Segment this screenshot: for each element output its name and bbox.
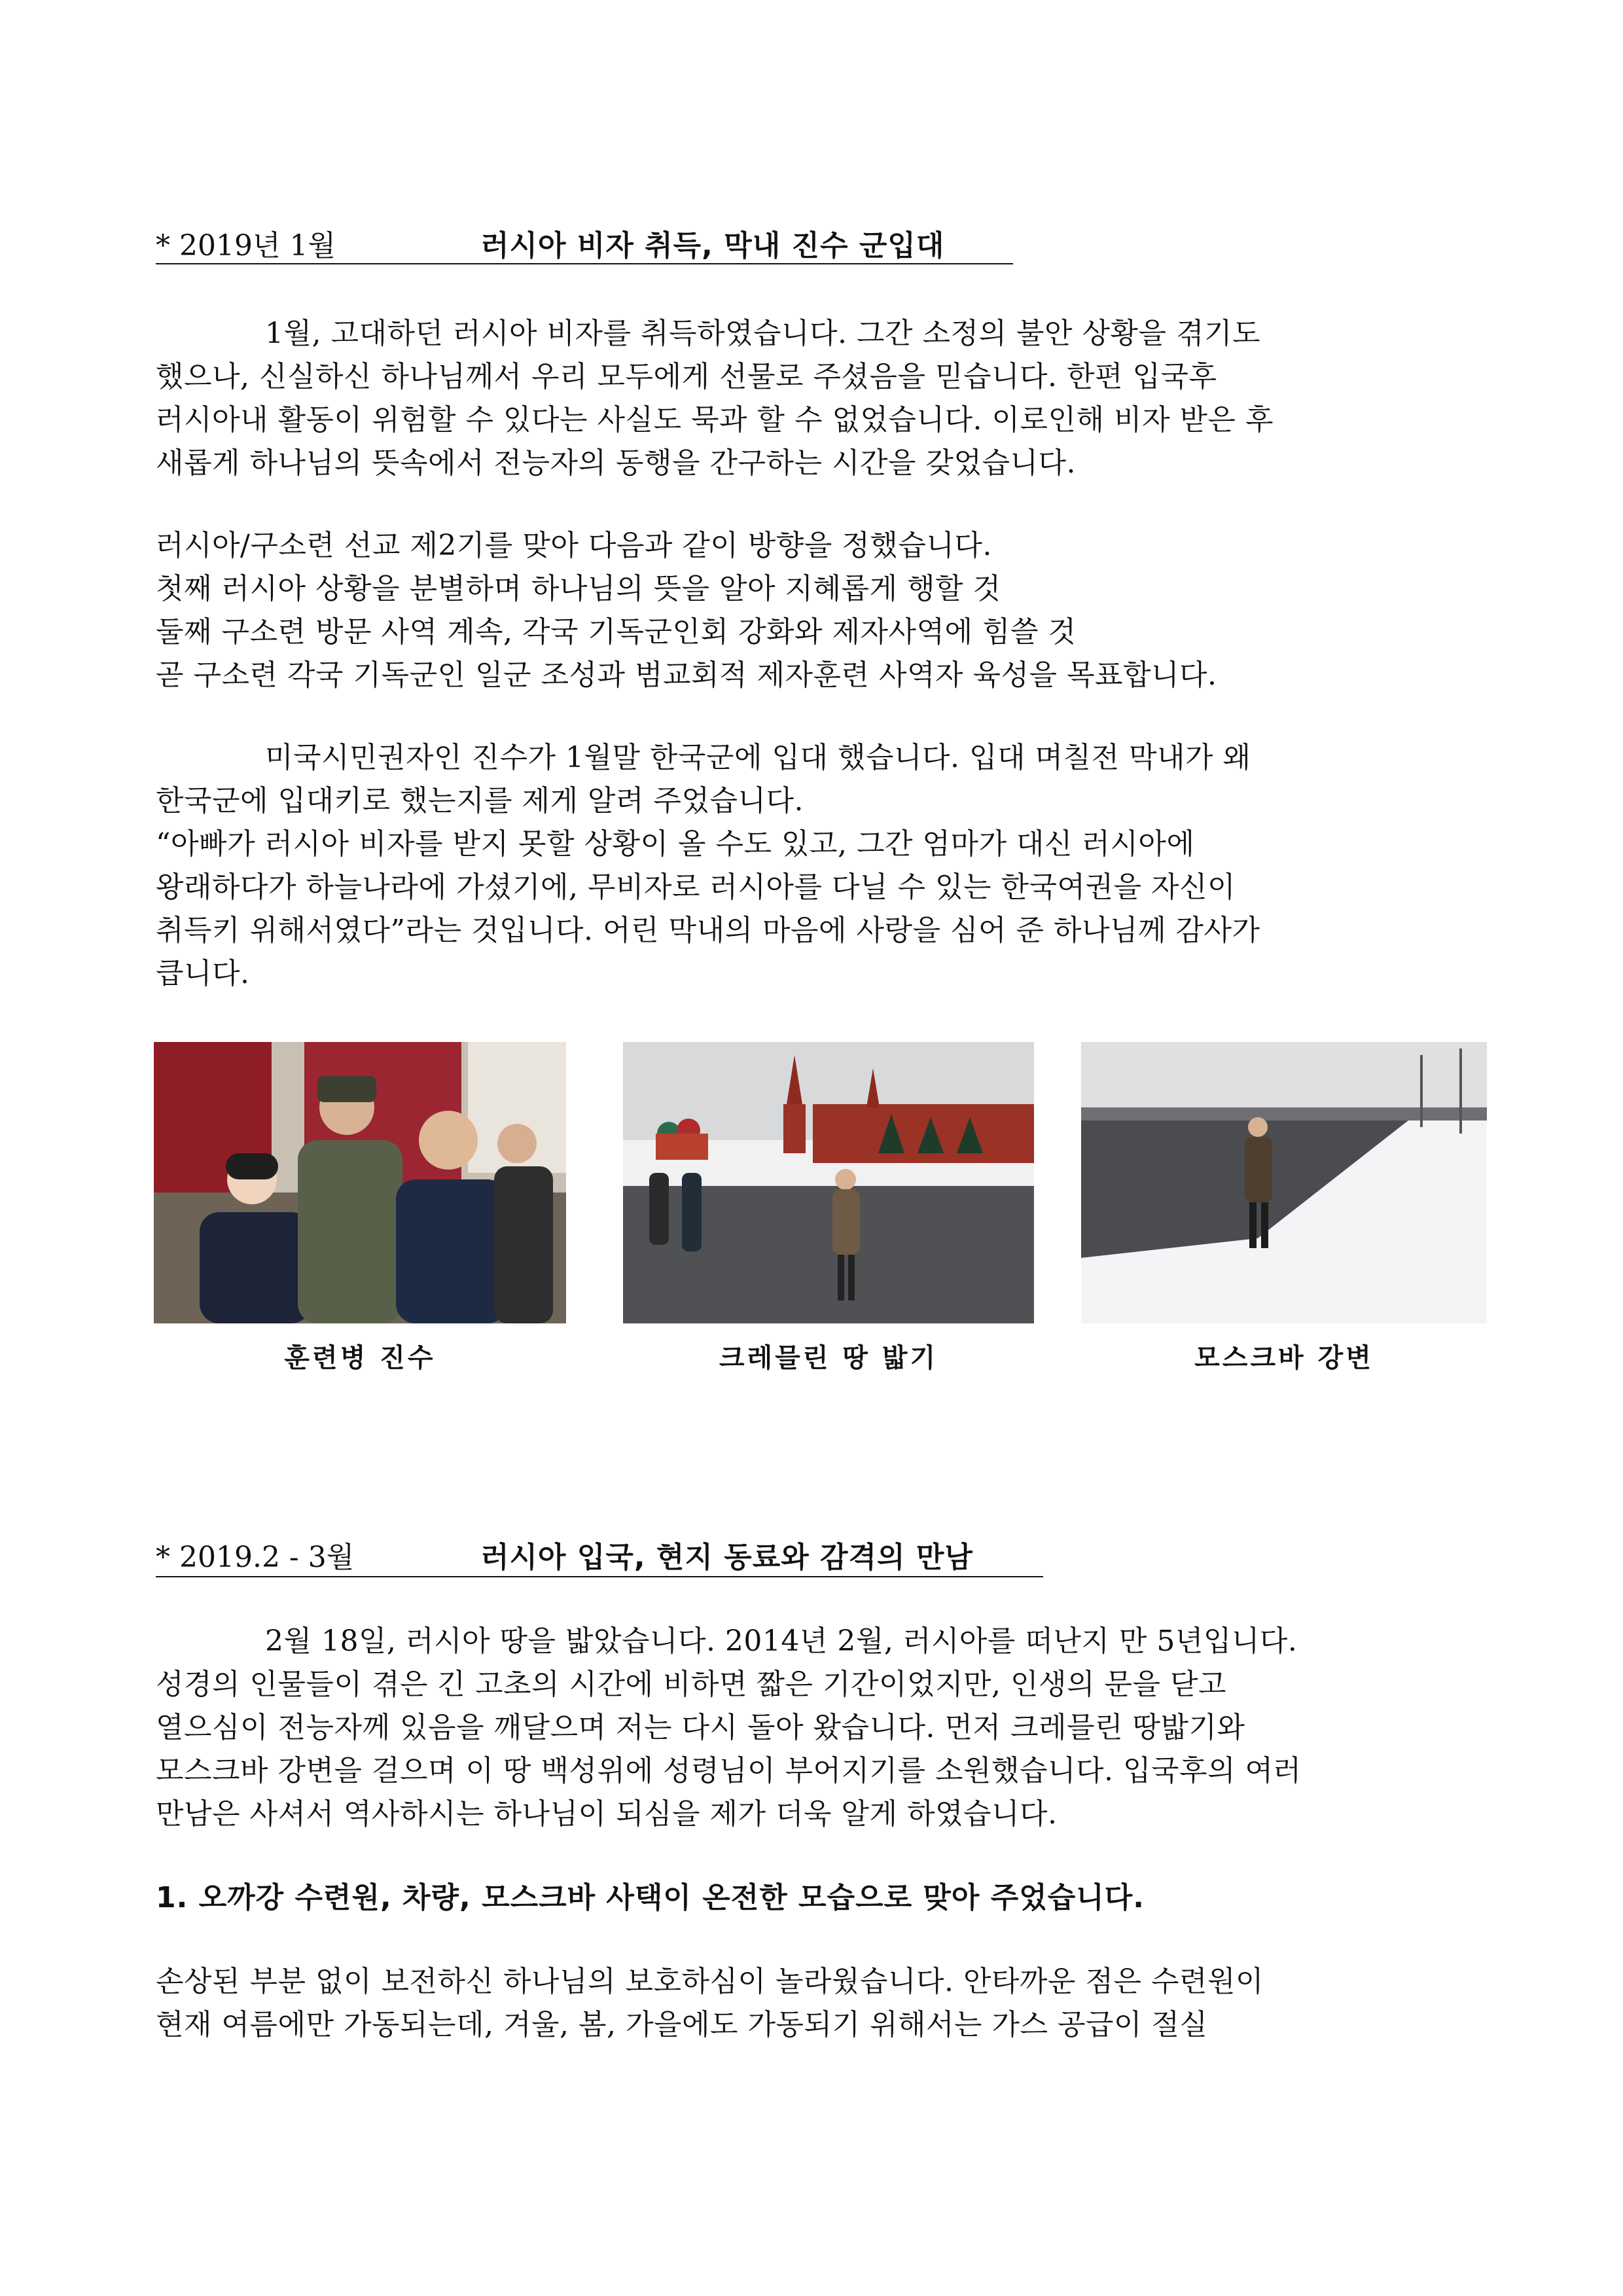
paragraph-line: 둘째 구소련 방문 사역 계속, 각국 기독군인회 강화와 제자사역에 힘쓸 것 xyxy=(156,615,1077,649)
paragraph-line: 왕래하다가 하늘나라에 가셨기에, 무비자로 러시아를 다닐 수 있는 한국여권을 자신이 xyxy=(156,870,1236,904)
paragraph-line: 취득키 위해서였다”라는 것입니다. 어린 막내의 마음에 사랑을 심어 준 하나님께 감사가 xyxy=(156,914,1260,947)
paragraph-line: 손상된 부분 없이 보전하신 하나님의 보호하심이 놀라웠습니다. 안타까운 점은 수련원이 xyxy=(156,1965,1264,1998)
paragraph-line: 한국군에 입대키로 했는지를 제게 알려 주었습니다. xyxy=(156,784,804,817)
paragraph-line: 만남은 사셔서 역사하시는 하나님이 되심을 제가 더욱 알게 하였습니다. xyxy=(156,1797,1058,1831)
paragraph-line: “아빠가 러시아 비자를 받지 못할 상황이 올 수도 있고, 그간 엄마가 대신 러시아에 xyxy=(156,827,1195,861)
paragraph-line: 러시아내 활동이 위험할 수 있다는 사실도 묵과 할 수 없었습니다. 이로인해 비자 받은 후 xyxy=(156,403,1274,437)
paragraph-line: 1월, 고대하던 러시아 비자를 취득하였습니다. 그간 소정의 불안 상황을 겪기도 xyxy=(265,317,1260,350)
paragraph-line: 2월 18일, 러시아 땅을 밟았습니다. 2014년 2월, 러시아를 떠난지 만 5년입니다. xyxy=(265,1624,1298,1658)
moscow-river-photo xyxy=(1081,1042,1487,1323)
paragraph-line: 모스크바 강변을 걸으며 이 땅 백성위에 성령님이 부어지기를 소원했습니다. 입국후의 여러 xyxy=(156,1754,1302,1787)
section1-date: * 2019년 1월 xyxy=(156,229,336,262)
numbered-heading: 1. 오까강 수련원, 차량, 모스크바 사택이 온전한 모습으로 맞아 주었습니다. xyxy=(156,1881,1145,1914)
paragraph-line: 새롭게 하나님의 뜻속에서 전능자의 동행을 간구하는 시간을 갖었습니다. xyxy=(156,446,1077,480)
section1-heading xyxy=(156,228,944,267)
paragraph-line: 첫째 러시아 상황을 분별하며 하나님의 뜻을 알아 지혜롭게 행할 것 xyxy=(156,572,1001,605)
section2-date: * 2019.2 - 3월 xyxy=(156,1541,355,1574)
section2-underline xyxy=(156,1576,1043,1577)
photo-caption: 크레믈린 땅 밟기 xyxy=(719,1343,938,1373)
section2-heading xyxy=(156,1539,973,1579)
paragraph-line: 현재 여름에만 가동되는데, 겨울, 봄, 가을에도 가동되기 위해서는 가스 공급이 절실 xyxy=(156,2008,1208,2041)
paragraph-line: 큽니다. xyxy=(156,957,250,990)
paragraph-line: 미국시민권자인 진수가 1월말 한국군에 입대 했습니다. 입대 며칠전 막내가 왜 xyxy=(265,741,1251,774)
photo-caption: 훈련병 진수 xyxy=(284,1343,436,1373)
paragraph-line: 성경의 인물들이 겪은 긴 고초의 시간에 비하면 짧은 기간이었지만, 인생의 문을 닫고 xyxy=(156,1668,1226,1701)
photo-caption: 모스크바 강변 xyxy=(1194,1343,1374,1373)
paragraph-line: 했으나, 신실하신 하나님께서 우리 모두에게 선물로 주셨음을 믿습니다. 한편 입국후 xyxy=(156,360,1217,393)
section2-title: 러시아 입국, 현지 동료와 감격의 만남 xyxy=(481,1541,973,1574)
paragraph-line: 곧 구소련 각국 기독군인 일군 조성과 범교회적 제자훈련 사역자 육성을 목표합니다. xyxy=(156,658,1217,692)
section1-underline xyxy=(156,263,1013,264)
section1-title: 러시아 비자 취득, 막내 진수 군입대 xyxy=(481,229,945,262)
paragraph-line: 열으심이 전능자께 있음을 깨달으며 저는 다시 돌아 왔습니다. 먼저 크레믈린 땅밟기와 xyxy=(156,1711,1245,1744)
red-square-photo xyxy=(623,1042,1034,1323)
paragraph-line: 러시아/구소련 선교 제2기를 맞아 다음과 같이 방향을 정했습니다. xyxy=(156,529,992,562)
family-photo xyxy=(154,1042,566,1323)
